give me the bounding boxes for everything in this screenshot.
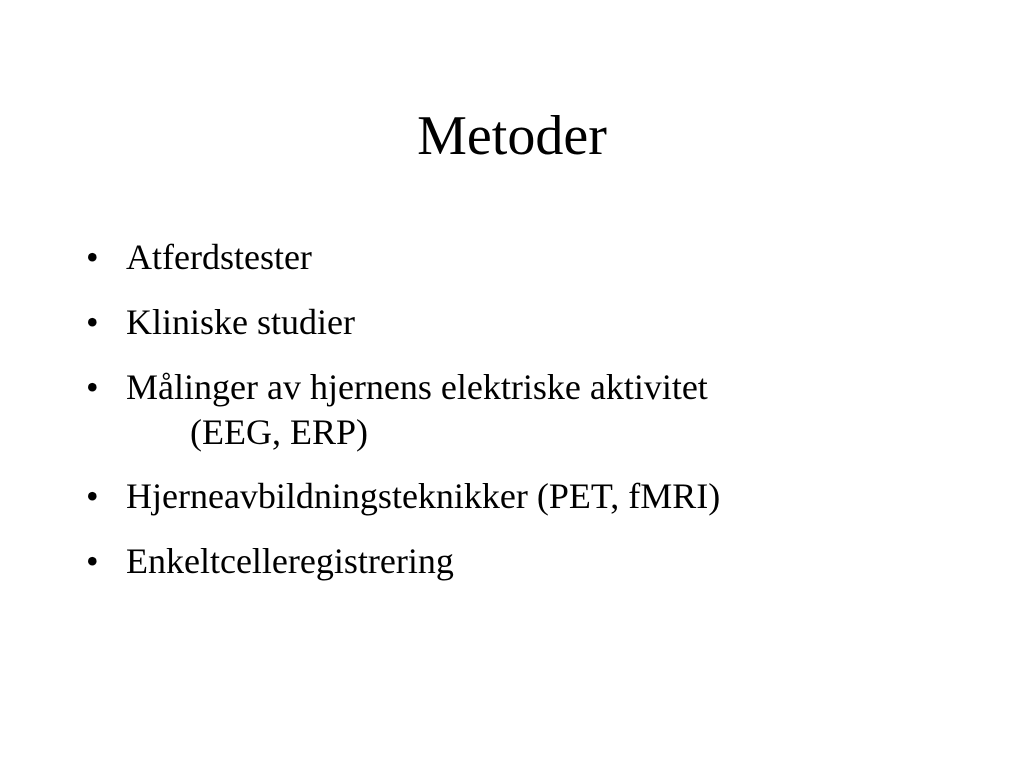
bullet-body: [126, 299, 355, 345]
bullet-text: Hjerneavbildningsteknikker (PET, fMRI): [126, 476, 721, 516]
bullet-marker: •: [86, 476, 99, 516]
bullet-marker: •: [86, 367, 99, 407]
bullet-text: Målinger av hjernens elektriske aktivitet: [126, 367, 708, 407]
slide-title: Metoder: [417, 105, 607, 167]
bullet-marker: •: [86, 237, 99, 277]
bullet-text: Kliniske studier: [126, 302, 355, 342]
bullet-continuation-text: (EEG, ERP): [190, 412, 368, 452]
list-item: [86, 364, 986, 454]
bullet-body: [126, 234, 312, 280]
bullet-marker: •: [86, 541, 99, 581]
bullet-body: [126, 364, 708, 454]
bullet-body: [126, 473, 720, 519]
bullet-text: Atferdstester: [126, 237, 312, 277]
list-item: [86, 299, 986, 345]
bullet-text: Enkeltcelleregistrering: [126, 541, 454, 581]
bullet-body: [126, 538, 454, 584]
list-item: [86, 234, 986, 280]
bullet-marker: •: [86, 302, 99, 342]
list-item: [86, 473, 986, 519]
list-item: [86, 538, 986, 584]
bullet-list: [86, 234, 986, 603]
